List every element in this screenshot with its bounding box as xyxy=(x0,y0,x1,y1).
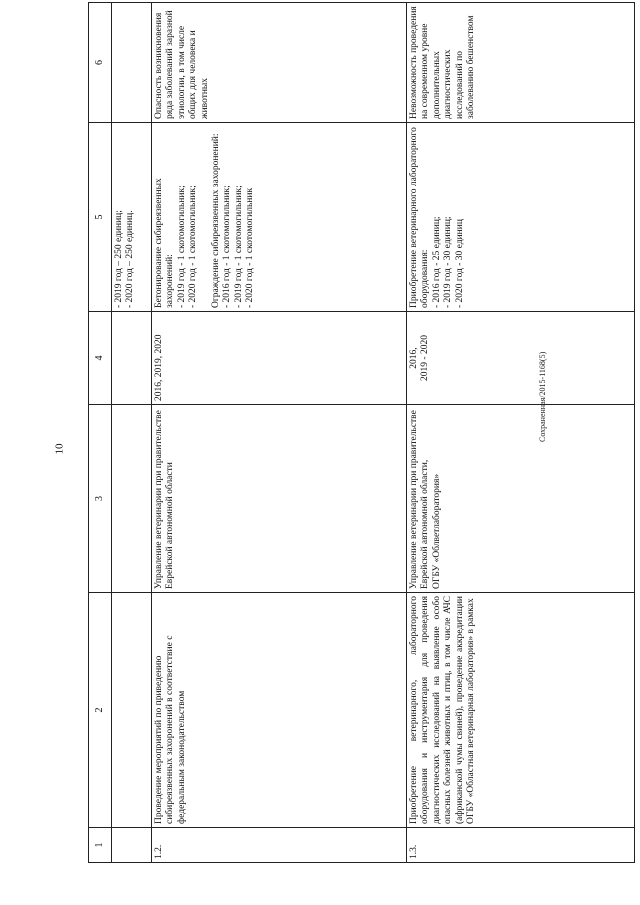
header-cell: 1 xyxy=(89,828,112,863)
row-number-cell xyxy=(112,828,152,863)
executor-cell: Управление ветеринарии при правительстве Еврейской автономной области, ОГБУ «Облветлаборатория» xyxy=(407,405,635,593)
header-cell: 6 xyxy=(89,3,112,123)
header-cell: 3 xyxy=(89,405,112,593)
risk-cell xyxy=(112,3,152,123)
measure-cell: Приобретение ветеринарного, лабораторного оборудования и инструментария для проведения диагностических исследований на выявление особо опасных болезней животных и птиц, в том числе АЧС (африканской чумы свиней), проведение аккредитации ОГБУ «Областная ветеринарная лаборатория» в рамках xyxy=(407,593,635,828)
result-cell: Бетонирование сибиреязвенных захоронений: - 2019 год - 1 скотомогильник; - 2020 год - 1 скотомогильник; Ограждение сибиреязвенных захоронений: - 2016 год - 1 скотомогильник; - 2019 год - 1 скотомогильник; - 2020 год - 1 скотомогильник xyxy=(152,123,407,312)
executor-cell: Управление ветеринарии при правительстве Еврейской автономной области xyxy=(152,405,407,593)
document-code: Сохраненная/2015-1168(5) xyxy=(538,351,547,442)
measure-cell xyxy=(112,593,152,828)
header-cell: 4 xyxy=(89,312,112,405)
period-cell xyxy=(112,312,152,405)
risk-cell: Опасность возникновения ряда заболеваний заразной этиологии, в том числе общих для человека и животных xyxy=(152,3,407,123)
risk-cell: Невозможность проведения на современном уровне дополнительных диагностических исследований по заболеванию бешенством xyxy=(407,3,635,123)
table-row xyxy=(407,3,635,863)
header-cell: 2 xyxy=(89,593,112,828)
measure-cell: Проведение мероприятий по приведению сибиреязвенных захоронений в соответствие с федеральным законодательством xyxy=(152,593,407,828)
page-number: 10 xyxy=(53,443,66,455)
header-cell: 5 xyxy=(89,123,112,312)
table-header-row xyxy=(89,3,112,863)
result-cell: Приобретение ветеринарного лабораторного оборудования: - 2016 год - 25 единиц; - 2019 год - 30 единиц; - 2020 год - 30 единиц xyxy=(407,123,635,312)
table-row xyxy=(152,3,407,863)
executor-cell xyxy=(112,405,152,593)
rotated-page-content xyxy=(88,6,631,863)
table-row xyxy=(112,3,152,863)
period-cell: 2016, 2019 - 2020 xyxy=(407,312,635,405)
result-cell: - 2019 год – 250 единиц; - 2020 год – 250 единиц. xyxy=(112,123,152,312)
row-number-cell: 1.3. xyxy=(407,828,635,863)
rotated-table-container xyxy=(88,6,631,863)
row-number-cell: 1.2. xyxy=(152,828,407,863)
program-measures-table xyxy=(88,2,635,863)
period-cell: 2016, 2019, 2020 xyxy=(152,312,407,405)
